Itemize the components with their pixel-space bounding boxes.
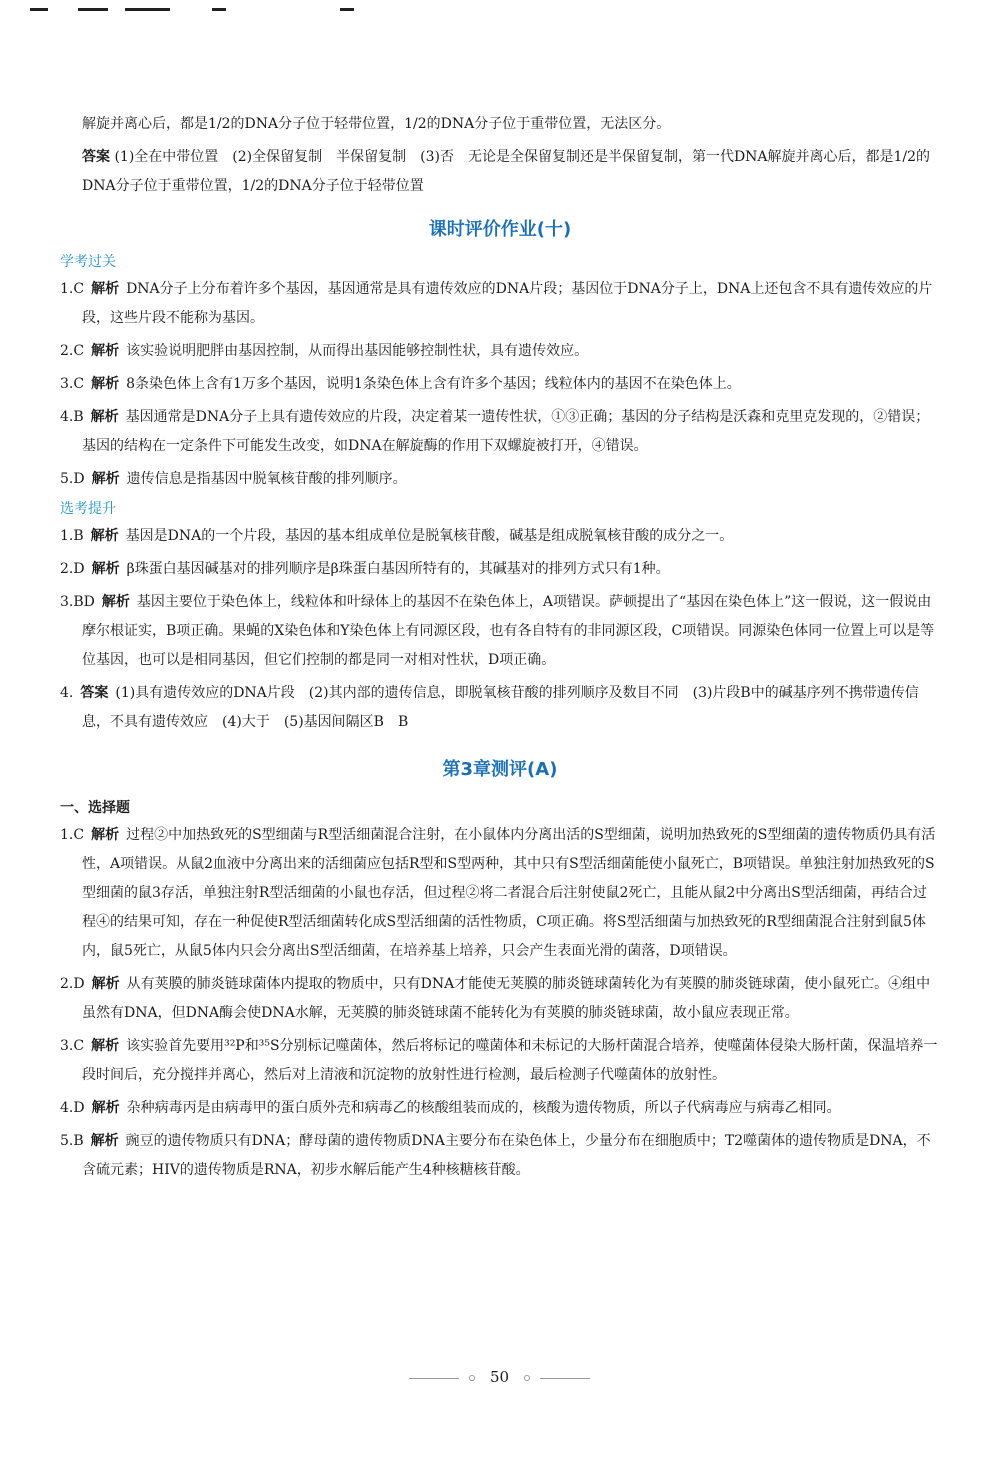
item-label: 解析 xyxy=(91,561,120,577)
choice-items-list xyxy=(60,821,940,1185)
intro-answer xyxy=(60,143,940,201)
item-text: 过程②中加热致死的S型细菌与R型活细菌混合注射，在小鼠体内分离出活的S型细菌，说明加热致死的S型细菌的遗传物质仍具有活性，A项错误。从鼠2血液中分离出来的活细菌应包括R型和S型两种，其中只有S型活细菌能使小鼠死亡，B项错误。单独注射加热致死的S型细菌的鼠3存活，单独注射R型活细菌的小鼠也存活，但过程②将二者混合后注射使鼠2死亡，且能从鼠2中分离出S型活细菌，再结合过程④的结果可知，存在一种促使R型活细菌转化成S型活细菌的活性物质，C项正确。将S型活细菌与加热致死的R型细菌混合注射到鼠5体内，鼠5死亡，从鼠5体内只会分离出S型活细菌，在培养基上培养，只会产生表面光滑的菌落，D项错误。 xyxy=(82,827,936,959)
item-number: 4. xyxy=(60,685,74,701)
top-edge-marks xyxy=(30,0,390,16)
page-number: 50 xyxy=(489,1368,510,1386)
item-number: 1.B xyxy=(60,528,84,544)
item-label: 解析 xyxy=(91,1038,120,1054)
advanced-items-list xyxy=(60,522,940,737)
item-text: β珠蛋白基因碱基对的排列顺序是β珠蛋白基因所特有的，其碱基对的排列方式只有1种。 xyxy=(126,561,670,577)
item-label: 解析 xyxy=(90,409,119,425)
top-mark xyxy=(78,8,108,11)
item-text: 8条染色体上含有1万多个基因，说明1条染色体上含有许多个基因；线粒体内的基因不在染色体上。 xyxy=(126,376,741,392)
item-label: 解析 xyxy=(91,376,120,392)
top-mark xyxy=(340,8,354,11)
item-number: 2.D xyxy=(60,561,85,577)
item-text: 该实验说明肥胖由基因控制，从而得出基因能够控制性状，具有遗传效应。 xyxy=(126,343,589,359)
answer-item xyxy=(60,821,940,966)
answer-item xyxy=(60,588,940,675)
answer-item xyxy=(60,337,940,366)
answer-item xyxy=(60,1094,940,1123)
answer-item xyxy=(60,370,940,399)
item-text: 基因通常是DNA分子上具有遗传效应的片段，决定着某一遗传性状，①③正确；基因的分子结构是沃森和克里克发现的，②错误；基因的结构在一定条件下可能发生改变，如DNA在解旋酶的作用下双螺旋被打开，④错误。 xyxy=(82,409,930,454)
subsection-basic: 学考过关 xyxy=(60,254,116,270)
item-text: 从有荚膜的肺炎链球菌体内提取的物质中，只有DNA才能使无荚膜的肺炎链球菌转化为有荚膜的肺炎链球菌，使小鼠死亡。④组中虽然有DNA，但DNA酶会使DNA水解，无荚膜的肺炎链球菌不能转化为有荚膜的肺炎链球菌，故小鼠应表现正常。 xyxy=(82,976,931,1021)
item-number: 1.C xyxy=(60,281,85,297)
item-label: 解析 xyxy=(91,343,120,359)
item-label: 解析 xyxy=(91,281,120,297)
section-heading-choice: 一、选择题 xyxy=(60,800,130,816)
item-label: 解析 xyxy=(91,976,120,992)
item-label: 解析 xyxy=(90,528,119,544)
item-number: 5.D xyxy=(60,471,85,487)
item-number: 2.C xyxy=(60,343,85,359)
answer-text: (1)全在中带位置 (2)全保留复制 半保留复制 (3)否 无论是全保留复制还是半保留复制，第一代DNA解旋并离心后，都是1/2的DNA分子位于重带位置，1/2的DNA分子位于轻带位置 xyxy=(82,149,931,194)
answer-label: 答案 xyxy=(82,149,110,165)
item-number: 2.D xyxy=(60,976,85,992)
page-footer xyxy=(0,1368,999,1386)
answer-item xyxy=(60,465,940,494)
footer-line xyxy=(409,1378,459,1379)
item-text: 遗传信息是指基因中脱氧核苷酸的排列顺序。 xyxy=(126,471,407,487)
item-number: 4.D xyxy=(60,1100,85,1116)
item-text: 杂种病毒丙是由病毒甲的蛋白质外壳和病毒乙的核酸组装而成的，核酸为遗传物质，所以子代病毒应与病毒乙相同。 xyxy=(126,1100,841,1116)
item-number: 3.C xyxy=(60,376,85,392)
answer-item xyxy=(60,522,940,551)
answer-item xyxy=(60,403,940,461)
subsection-advanced: 选考提升 xyxy=(60,501,116,517)
item-label: 解析 xyxy=(90,1133,119,1149)
item-label: 解析 xyxy=(91,471,120,487)
item-number: 1.C xyxy=(60,827,85,843)
item-text: DNA分子上分布着许多个基因，基因通常是具有遗传效应的DNA片段；基因位于DNA分子上，DNA上还包含不具有遗传效应的片段，这些片段不能称为基因。 xyxy=(82,281,933,326)
top-mark xyxy=(30,8,48,11)
document-page xyxy=(60,110,940,1189)
answer-item xyxy=(60,555,940,584)
item-number: 3.C xyxy=(60,1038,85,1054)
section-title-homework: 课时评价作业(十) xyxy=(428,219,572,240)
answer-item xyxy=(60,275,940,333)
answer-item xyxy=(60,970,940,1028)
item-text: 豌豆的遗传物质只有DNA；酵母菌的遗传物质DNA主要分布在染色体上，少量分布在细胞质中；T2噬菌体的遗传物质是DNA，不含硫元素；HIV的遗传物质是RNA，初步水解后能产生4种核糖核苷酸。 xyxy=(82,1133,931,1178)
item-number: 3.BD xyxy=(60,594,95,610)
top-mark xyxy=(212,8,226,11)
footer-dot xyxy=(469,1375,475,1381)
item-label: 解析 xyxy=(91,1100,120,1116)
answer-item xyxy=(60,679,940,737)
item-text: 该实验首先要用³²P和³⁵S分别标记噬菌体，然后将标记的噬菌体和未标记的大肠杆菌混合培养，使噬菌体侵染大肠杆菌，保温培养一段时间后，充分搅拌并离心，然后对上清液和沉淀物的放射性进行检测，最后检测子代噬菌体的放射性。 xyxy=(82,1038,938,1083)
item-label: 答案 xyxy=(80,685,109,701)
item-number: 5.B xyxy=(60,1133,84,1149)
item-label: 解析 xyxy=(91,827,120,843)
answer-item xyxy=(60,1127,940,1185)
answer-item xyxy=(60,1032,940,1090)
item-label: 解析 xyxy=(101,594,130,610)
item-number: 4.B xyxy=(60,409,84,425)
basic-items-list xyxy=(60,275,940,494)
intro-line: 解旋并离心后，都是1/2的DNA分子位于轻带位置，1/2的DNA分子位于重带位置，无法区分。 xyxy=(82,116,671,132)
item-text: (1)具有遗传效应的DNA片段 (2)其内部的遗传信息，即脱氧核苷酸的排列顺序及数目不同 (3)片段B中的碱基序列不携带遗传信息，不具有遗传效应 (4)大于 (5)基因间隔区B B xyxy=(82,685,919,730)
item-text: 基因是DNA的一个片段，基因的基本组成单位是脱氧核苷酸，碱基是组成脱氧核苷酸的成分之一。 xyxy=(125,528,734,544)
footer-line xyxy=(540,1378,590,1379)
footer-dot xyxy=(524,1375,530,1381)
section-title-chapter-test: 第3章测评(A) xyxy=(442,759,558,780)
item-text: 基因主要位于染色体上，线粒体和叶绿体上的基因不在染色体上，A项错误。萨顿提出了“基因在染色体上”这一假说，这一假说由摩尔根证实，B项正确。果蝇的X染色体和Y染色体上有同源区段，也有各自特有的非同源区段，C项错误。同源染色体同一位置上可以是等位基因，也可以是相同基因，但它们控制的都是同一对相对性状，D项正确。 xyxy=(82,594,935,668)
top-mark xyxy=(125,8,170,11)
